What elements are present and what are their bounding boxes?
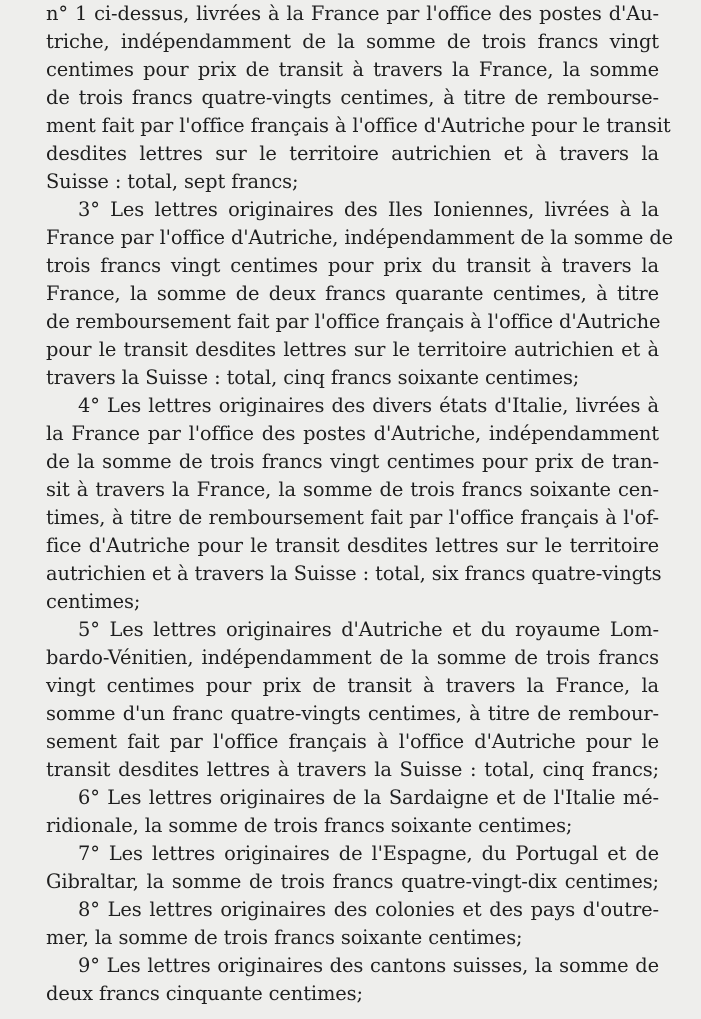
- text-line: France, la somme de deux francs quarante centimes, à titre: [46, 282, 659, 305]
- text-line: la France par l'office des postes d'Autriche, indépendamment: [46, 422, 659, 445]
- text-line: France par l'office d'Autriche, indépendamment de la somme de: [46, 226, 674, 249]
- text-line: 9° Les lettres originaires des cantons suisses, la somme de: [78, 954, 659, 977]
- text-line: de la somme de trois francs vingt centimes pour prix de tran-: [46, 450, 659, 473]
- text-line: transit desdites lettres à travers la Suisse : total, cinq francs;: [46, 758, 659, 781]
- text-line: fice d'Autriche pour le transit desdites lettres sur le territoire: [46, 534, 659, 557]
- text-line: centimes;: [46, 590, 141, 613]
- text-line: 4° Les lettres originaires des divers états d'Italie, livrées à: [78, 394, 659, 417]
- text-line: ment fait par l'office français à l'office d'Autriche pour le transit: [46, 114, 671, 137]
- text-line: autrichien et à travers la Suisse : total, six francs quatre-vingts: [46, 562, 662, 585]
- text-line: Suisse : total, sept francs;: [46, 170, 299, 193]
- text-line: travers la Suisse : total, cinq francs soixante centimes;: [46, 366, 580, 389]
- text-line: de remboursement fait par l'office français à l'office d'Autriche: [46, 310, 661, 333]
- text-line: pour le transit desdites lettres sur le territoire autrichien et à: [46, 338, 659, 361]
- text-line: mer, la somme de trois francs soixante centimes;: [46, 926, 523, 949]
- text-line: 6° Les lettres originaires de la Sardaigne et de l'Italie mé-: [78, 786, 659, 809]
- text-line: desdites lettres sur le territoire autrichien et à travers la: [46, 142, 659, 165]
- text-line: sit à travers la France, la somme de trois francs soixante cen-: [46, 478, 659, 501]
- text-line: somme d'un franc quatre-vingts centimes, à titre de rembour-: [46, 702, 659, 725]
- text-line: Gibraltar, la somme de trois francs quatre-vingt-dix centimes;: [46, 870, 659, 893]
- text-line: sement fait par l'office français à l'office d'Autriche pour le: [46, 730, 659, 753]
- text-line: n° 1 ci-dessus, livrées à la France par l'office des postes d'Au-: [46, 2, 659, 25]
- text-line: times, à titre de remboursement fait par l'office français à l'of-: [46, 506, 659, 529]
- text-line: 8° Les lettres originaires des colonies et des pays d'outre-: [78, 898, 659, 921]
- text-line: 5° Les lettres originaires d'Autriche et du royaume Lom-: [78, 618, 659, 641]
- text-line: 7° Les lettres originaires de l'Espagne, du Portugal et de: [78, 842, 659, 865]
- text-line: trois francs vingt centimes pour prix du transit à travers la: [46, 254, 659, 277]
- text-line: vingt centimes pour prix de transit à travers la France, la: [46, 674, 659, 697]
- text-line: centimes pour prix de transit à travers la France, la somme: [46, 58, 659, 81]
- text-line: ridionale, la somme de trois francs soixante centimes;: [46, 814, 573, 837]
- text-line: de trois francs quatre-vingts centimes, à titre de rembourse-: [46, 86, 659, 109]
- text-line: triche, indépendamment de la somme de trois francs vingt: [46, 30, 659, 53]
- text-line: bardo-Vénitien, indépendamment de la somme de trois francs: [46, 646, 659, 669]
- text-line: 3° Les lettres originaires des Iles Ioniennes, livrées à la: [78, 198, 659, 221]
- text-line: deux francs cinquante centimes;: [46, 982, 363, 1005]
